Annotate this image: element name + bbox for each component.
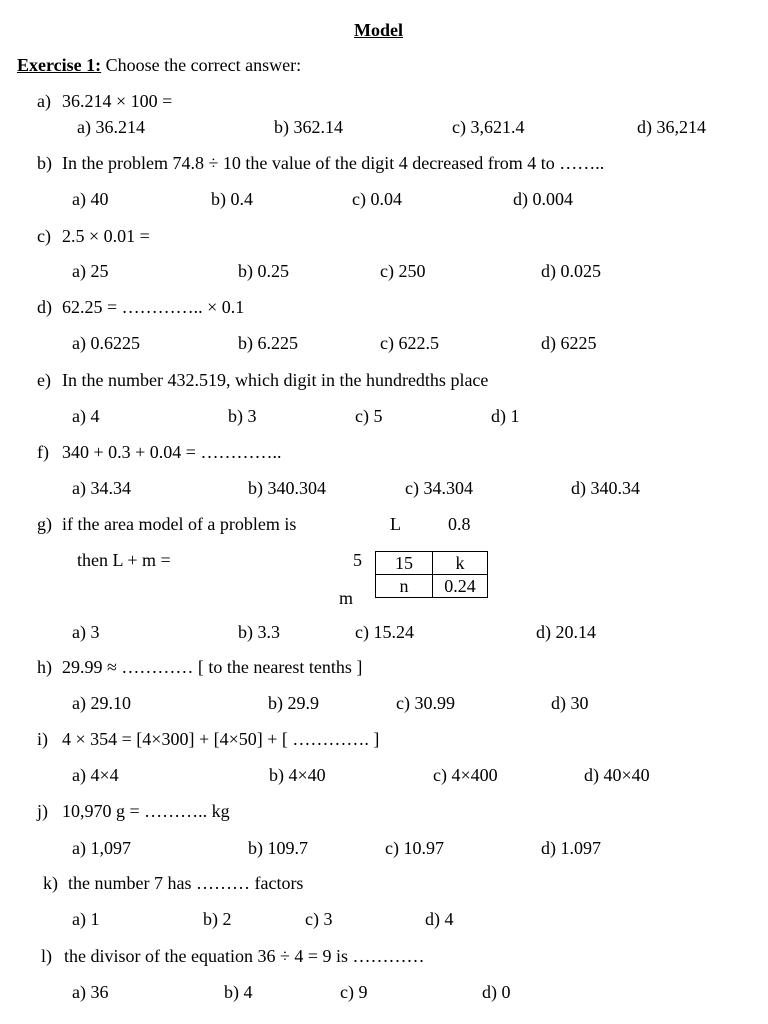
area-model-top-label-1: L <box>390 514 401 534</box>
question-d-prefix: d) <box>37 297 52 317</box>
question-j-option-d: d) 1.097 <box>541 838 601 858</box>
question-i-option-c: c) 4×400 <box>433 765 498 785</box>
question-f-option-d: d) 340.34 <box>571 478 640 498</box>
question-g-text: if the area model of a problem is <box>62 514 297 534</box>
question-l-text: the divisor of the equation 36 ÷ 4 = 9 is ………… <box>64 946 425 966</box>
question-c-text: 2.5 × 0.01 = <box>62 226 150 246</box>
area-model-side-label-1: 5 <box>353 550 362 570</box>
question-e-option-a: a) 4 <box>72 406 100 426</box>
question-e-option-b: b) 3 <box>228 406 257 426</box>
question-a-prefix: a) <box>37 91 51 111</box>
question-i-option-b: b) 4×40 <box>269 765 326 785</box>
question-g-line2: then L + m = <box>77 550 171 570</box>
question-h-prefix: h) <box>37 657 52 677</box>
question-f-option-a: a) 34.34 <box>72 478 131 498</box>
question-h-text: 29.99 ≈ ………… [ to the nearest tenths ] <box>62 657 363 677</box>
question-b-option-a: a) 40 <box>72 189 109 209</box>
question-g-option-d: d) 20.14 <box>536 622 596 642</box>
question-f-prefix: f) <box>37 442 49 462</box>
exercise-label: Exercise 1: <box>17 55 102 75</box>
question-l-option-b: b) 4 <box>224 982 253 1002</box>
question-b-option-b: b) 0.4 <box>211 189 253 209</box>
question-i-option-d: d) 40×40 <box>584 765 650 785</box>
question-h-option-c: c) 30.99 <box>396 693 455 713</box>
area-model-row <box>376 575 488 598</box>
page-title: Model <box>354 20 403 40</box>
question-c-option-c: c) 250 <box>380 261 426 281</box>
area-model-cell: 15 <box>376 552 433 575</box>
question-a-option-b: b) 362.14 <box>274 117 343 137</box>
question-l-option-d: d) 0 <box>482 982 511 1002</box>
area-model-side-label-2: m <box>339 588 354 608</box>
question-k-option-a: a) 1 <box>72 909 100 929</box>
question-k-option-c: c) 3 <box>305 909 333 929</box>
question-j-option-a: a) 1,097 <box>72 838 131 858</box>
area-model-top-label-2: 0.8 <box>448 514 471 534</box>
area-model-row <box>376 552 488 575</box>
area-model-grid <box>375 551 488 598</box>
question-g-prefix: g) <box>37 514 52 534</box>
area-model-cell: 0.24 <box>433 575 488 598</box>
question-j-option-c: c) 10.97 <box>385 838 444 858</box>
question-c-prefix: c) <box>37 226 51 246</box>
question-g-option-c: c) 15.24 <box>355 622 414 642</box>
question-k-prefix: k) <box>43 873 58 893</box>
question-f-option-b: b) 340.304 <box>248 478 326 498</box>
question-e-prefix: e) <box>37 370 51 390</box>
question-e-text: In the number 432.519, which digit in the hundredths place <box>62 370 489 390</box>
question-b-text: In the problem 74.8 ÷ 10 the value of the digit 4 decreased from 4 to …….. <box>62 153 605 173</box>
question-l-prefix: l) <box>41 946 52 966</box>
question-d-option-c: c) 622.5 <box>380 333 439 353</box>
question-c-option-a: a) 25 <box>72 261 109 281</box>
question-d-option-b: b) 6.225 <box>238 333 298 353</box>
question-i-text: 4 × 354 = [4×300] + [4×50] + [ …………. ] <box>62 729 380 749</box>
question-a-option-d: d) 36,214 <box>637 117 706 137</box>
question-b-option-c: c) 0.04 <box>352 189 402 209</box>
question-f-text: 340 + 0.3 + 0.04 = ………….. <box>62 442 282 462</box>
question-l-option-c: c) 9 <box>340 982 368 1002</box>
question-b-option-d: d) 0.004 <box>513 189 573 209</box>
question-e-option-d: d) 1 <box>491 406 520 426</box>
exercise-header <box>17 56 301 74</box>
question-j-option-b: b) 109.7 <box>248 838 308 858</box>
exercise-instruction: Choose the correct answer: <box>105 55 302 75</box>
question-a-text: 36.214 × 100 = <box>62 91 173 111</box>
question-a-option-a: a) 36.214 <box>77 117 145 137</box>
question-k-option-b: b) 2 <box>203 909 232 929</box>
question-d-option-d: d) 6225 <box>541 333 597 353</box>
question-b-prefix: b) <box>37 153 52 173</box>
question-i-option-a: a) 4×4 <box>72 765 119 785</box>
question-c-option-d: d) 0.025 <box>541 261 601 281</box>
question-d-option-a: a) 0.6225 <box>72 333 140 353</box>
question-g-option-b: b) 3.3 <box>238 622 280 642</box>
area-model-cell: n <box>376 575 433 598</box>
area-model-cell: k <box>433 552 488 575</box>
question-h-option-b: b) 29.9 <box>268 693 319 713</box>
question-j-prefix: j) <box>37 801 48 821</box>
question-e-option-c: c) 5 <box>355 406 383 426</box>
question-d-text: 62.25 = ………….. × 0.1 <box>62 297 245 317</box>
question-k-option-d: d) 4 <box>425 909 454 929</box>
question-c-option-b: b) 0.25 <box>238 261 289 281</box>
question-j-text: 10,970 g = ……….. kg <box>62 801 230 821</box>
question-g-option-a: a) 3 <box>72 622 100 642</box>
question-h-option-d: d) 30 <box>551 693 589 713</box>
question-k-text: the number 7 has ……… factors <box>68 873 304 893</box>
question-a-option-c: c) 3,621.4 <box>452 117 525 137</box>
question-l-option-a: a) 36 <box>72 982 109 1002</box>
question-i-prefix: i) <box>37 729 48 749</box>
question-h-option-a: a) 29.10 <box>72 693 131 713</box>
question-f-option-c: c) 34.304 <box>405 478 473 498</box>
